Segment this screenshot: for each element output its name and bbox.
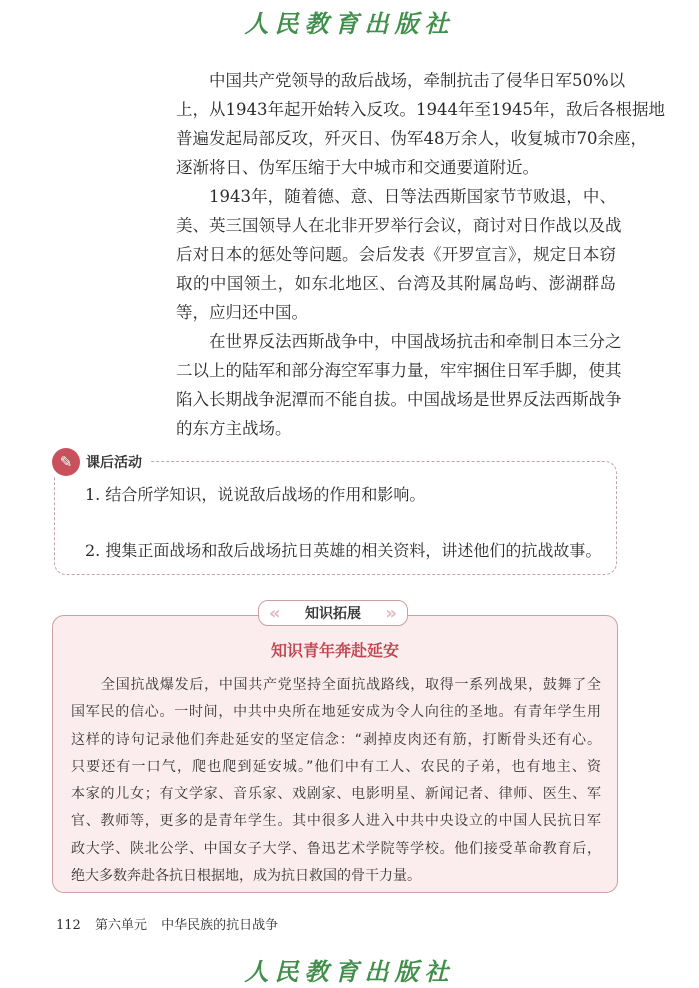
knowledge-box bbox=[52, 615, 618, 893]
paragraph-line: 二以上的陆军和部分海空军事力量，牢牢捆住日军手脚，使其 bbox=[176, 361, 622, 380]
paragraph-line: 普遍发起局部反攻，歼灭日、伪军48万余人，收复城市70余座， bbox=[176, 129, 647, 148]
unit-title: 中华民族的抗日战争 bbox=[161, 918, 279, 933]
paragraph-line: 中国共产党领导的敌后战场，牵制抗击了侵华日军50%以 bbox=[209, 71, 626, 90]
publisher-logo-top: 人民教育出版社 bbox=[244, 9, 455, 38]
paragraph-line: 美、英三国领导人在北非开罗举行会议，商讨对日作战以及战 bbox=[176, 216, 622, 235]
main-text bbox=[176, 66, 665, 443]
paragraph-line: 的东方主战场。 bbox=[176, 419, 292, 438]
publisher-logo-bottom: 人民教育出版社 bbox=[244, 957, 455, 986]
knowledge-line: 国军民的信心。一时间，中共中央所在地延安成为令人向往的圣地。有青年学生用 bbox=[71, 704, 601, 721]
knowledge-line: 全国抗战爆发后，中国共产党坚持全面抗战路线，取得一系列战果，鼓舞了全 bbox=[101, 677, 601, 693]
knowledge-line: 官、教师等，更多的是青年学生。其中很多人进入中共中央设立的中国人民抗日军 bbox=[71, 813, 601, 830]
knowledge-line: 政大学、陕北公学、中国女子大学、鲁迅艺术学院等学校。他们接受革命教育后， bbox=[71, 840, 601, 857]
page-footer bbox=[56, 914, 288, 933]
knowledge-line: 只要还有一口气，爬也爬到延安城。”他们中有工人、农民的子弟，也有地主、资 bbox=[71, 758, 601, 775]
paragraph-line: 陷入长期战争泥潭而不能自拔。中国战场是世界反法西斯战争 bbox=[176, 390, 622, 409]
knowledge-title: 知识青年奔赴延安 bbox=[270, 641, 399, 660]
knowledge-tab bbox=[258, 600, 408, 626]
knowledge-body bbox=[71, 672, 601, 890]
activity-title: 课后活动 bbox=[86, 455, 142, 471]
chevron-right-icon: » bbox=[385, 602, 397, 624]
chevron-left-icon: « bbox=[269, 602, 281, 624]
paragraph-line: 后对日本的惩处等问题。会后发表《开罗宣言》，规定日本窃 bbox=[176, 245, 616, 264]
paragraph-line: 1943年，随着德、意、日等法西斯国家节节败退，中、 bbox=[209, 187, 616, 206]
knowledge-tab-label: 知识拓展 bbox=[305, 606, 361, 622]
activity-header bbox=[52, 448, 150, 476]
paragraph-line: 在世界反法西斯战争中，中国战场抗击和牵制日本三分之 bbox=[209, 332, 622, 351]
activity-item: 2. 搜集正面战场和敌后战场抗日英雄的相关资料，讲述他们的抗战故事。 bbox=[85, 541, 602, 560]
paragraph-line: 等，应归还中国。 bbox=[176, 303, 308, 322]
paragraph-line: 上，从1943年起开始转入反攻。1944年至1945年，敌后各根据地 bbox=[176, 100, 665, 119]
paragraph-line: 逐渐将日、伪军压缩于大中城市和交通要道附近。 bbox=[176, 158, 539, 177]
pencil-icon: ✎ bbox=[52, 448, 80, 476]
knowledge-line: 本家的儿女；有文学家、音乐家、戏剧家、电影明星、新闻记者、律师、医生、军 bbox=[71, 786, 601, 803]
activity-box bbox=[54, 461, 617, 575]
knowledge-line: 绝大多数奔赴各抗日根据地，成为抗日救国的骨干力量。 bbox=[71, 868, 421, 885]
paragraph-line: 取的中国领土，如东北地区、台湾及其附属岛屿、澎湖群岛 bbox=[176, 274, 616, 293]
activity-item: 1. 结合所学知识，说说敌后战场的作用和影响。 bbox=[85, 485, 426, 504]
unit-label: 第六单元 bbox=[94, 918, 147, 933]
knowledge-line: 这样的诗句记录他们奔赴延安的坚定信念：“剥掉皮肉还有筋，打断骨头还有心。 bbox=[71, 731, 601, 748]
page-number: 112 bbox=[56, 918, 81, 933]
